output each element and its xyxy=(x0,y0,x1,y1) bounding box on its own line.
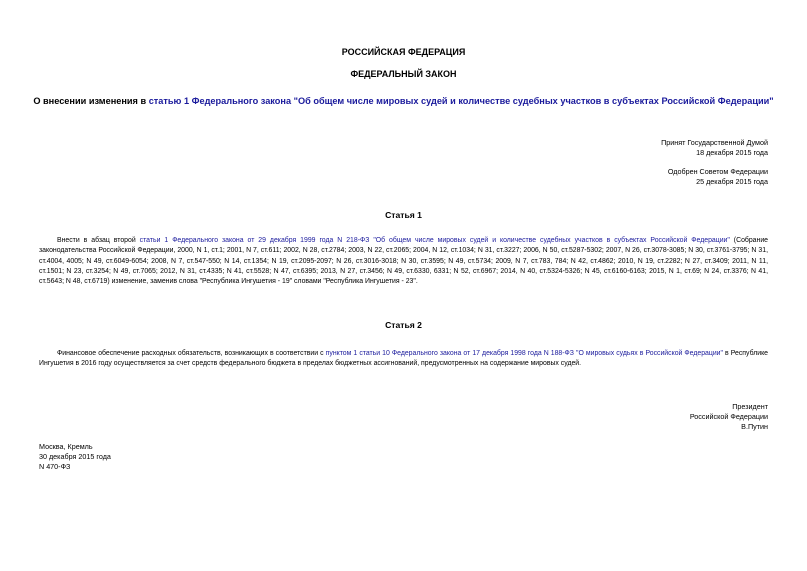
signing-date: 30 декабря 2015 года xyxy=(39,452,111,461)
signature-block xyxy=(690,402,768,432)
article-2-text xyxy=(39,349,768,370)
signature-title: Президент xyxy=(732,402,768,411)
law-title xyxy=(0,96,807,106)
article-1-text xyxy=(39,236,768,287)
article-1-text-before: Внести в абзац второй xyxy=(57,237,140,244)
law-number: N 470-ФЗ xyxy=(39,462,71,471)
signature-country: Российской Федерации xyxy=(689,412,768,421)
article-1-text-after: (Собрание законодательства Российской Федерации, 2000, N 1, ст.1; 2001, N 7, ст.611; 2002, N 28, ст.2784; 2003, N 22, ст.2065; 2004, N 12, ст.1034; N 31, ст.3227; 2006, N 50, ст.5287-5302; 2007, N 26, ст.3078-3085; N 30, ст.3761-3795; N 31, ст.4004, 4005; N 49, ст.6049-6054; 2008, N 7, ст.547-550; N 14, ст.1354; N 19, ст.2095-2097; N 26, ст.3016-3018; N 30, ст.3595; N 49, ст.5734; 2009, N 7, ст.783, 784; N 42, ст.4862; 2010, N 19, ст.2282; N 27, ст.3409; 2011, N 11, ст.1501; N 23, ст.3254; N 49, ст.7065; 2012, N 31, ст.4335; N 41, ст.5528; N 47, ст.6395; 2013, N 27, ст.3456; N 49, ст.6330, 6331; N 52, ст.6967; 2014, N 40, ст.5324-5326; N 45, ст.6160-6163; 2015, N 1, ст.69; N 24, ст.3376; N 41, ст.5643; N 48, ст.6719) изменение, заменив слова "Республика Ингушетия - 19" словами "Республика Ингушетия - 23". xyxy=(39,237,768,286)
approval-date: 25 декабря 2015 года xyxy=(696,177,768,186)
article-2-link[interactable]: пунктом 1 статьи 10 Федерального закона от 17 декабря 1998 года N 188-ФЗ "О мировых судьях в Российской Федерации" xyxy=(325,350,723,357)
approval-block xyxy=(668,167,768,187)
country-heading: РОССИЙСКАЯ ФЕДЕРАЦИЯ xyxy=(341,47,466,57)
law-title-prefix: О внесении изменения в xyxy=(33,96,149,106)
article-2-text-after: в Республике Ингушетия в 2016 году осуществляется за счет средств федерального бюджета в пределах бюджетных ассигнований, предусмотренных на содержание мировых судей. xyxy=(39,350,768,368)
adoption-date: 18 декабря 2015 года xyxy=(696,148,768,157)
adoption-body: Принят Государственной Думой xyxy=(661,138,768,147)
article-2-text-before: Финансовое обеспечение расходных обязательств, возникающих в соответствии с xyxy=(57,350,326,357)
article-2-heading: Статья 2 xyxy=(385,320,422,330)
place-name: Москва, Кремль xyxy=(39,442,93,451)
place-date-block xyxy=(39,442,111,472)
law-type-heading: ФЕДЕРАЛЬНЫЙ ЗАКОН xyxy=(350,69,457,79)
signature-name: В.Путин xyxy=(741,422,768,431)
article-1-link[interactable]: статьи 1 Федерального закона от 29 декабря 1999 года N 218-ФЗ "Об общем числе мировых судей и количестве судебных участков в субъектах Российской Федерации" xyxy=(139,237,730,244)
law-title-link[interactable]: статью 1 Федерального закона "Об общем числе мировых судей и количестве судебных участков в субъектах Российской Федерации" xyxy=(148,96,774,106)
adoption-block xyxy=(661,138,768,158)
approval-body: Одобрен Советом Федерации xyxy=(667,167,768,176)
article-1-heading: Статья 1 xyxy=(385,210,422,220)
